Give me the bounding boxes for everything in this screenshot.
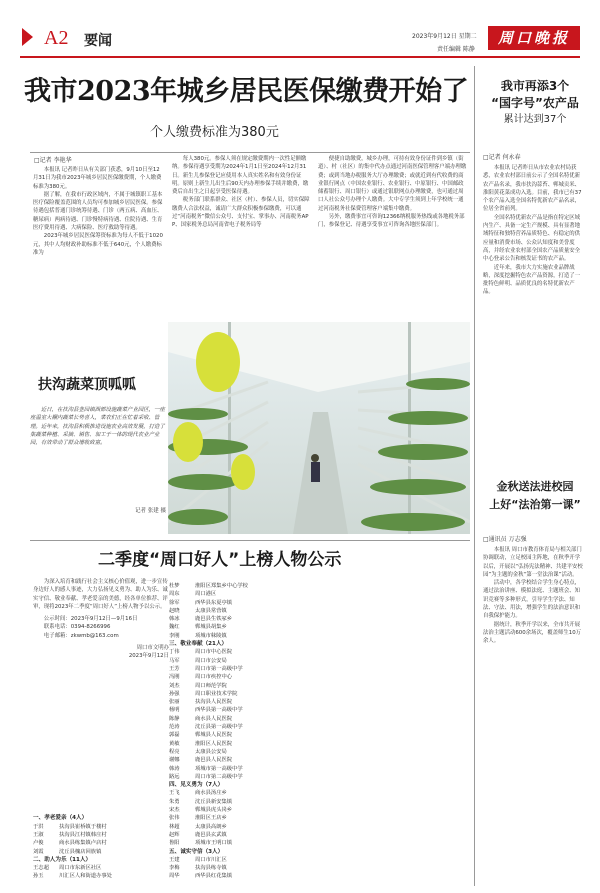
roster-name: 魏红 [169, 624, 180, 631]
roster-category: 五、诚实守信（3人） [169, 848, 224, 855]
section-name: 要闻 [84, 33, 112, 49]
roster-name: 周东 [169, 591, 180, 598]
lead-headline: 我市2023年城乡居民医保缴费开始了 [24, 76, 469, 107]
roster-category: 四、见义勇为（7人） [169, 782, 224, 789]
roster-name: 马军 [169, 657, 180, 664]
roster-name: 王淑 [33, 831, 44, 838]
roster-name: 韩冰 [169, 616, 180, 623]
roster-category: 一、孝老爱亲（4人） [33, 815, 88, 822]
roster-name: 谢娜 [169, 757, 180, 764]
law-byline: □通讯员 万志强 [483, 536, 527, 543]
roster-unit: 太康县高朗乡 [195, 823, 227, 830]
roster-name: 王飞 [169, 790, 180, 797]
roster-spacer [33, 657, 169, 665]
issue-date: 2023年9月12日 星期二 [412, 33, 477, 40]
roster-entry [169, 872, 319, 880]
roster-entry [33, 839, 169, 847]
roster-unit: 周口市疾控中心 [195, 674, 233, 681]
roster-spacer [33, 806, 169, 814]
roster-unit: 商水县练集镇卢店村 [59, 840, 107, 847]
roster-entry [169, 706, 319, 714]
roster-name: 杜梦 [169, 583, 180, 589]
roster-entry [169, 599, 319, 607]
roster-entry [169, 756, 319, 764]
roster-name: 范涛 [169, 724, 180, 731]
roster-spacer [33, 690, 169, 698]
roster-unit: 沈丘县第一高级中学 [195, 724, 243, 731]
roster-unit: 周口市中心医院 [195, 649, 233, 656]
roster-entry [169, 632, 319, 640]
roster-entry [169, 831, 319, 839]
roster-entry [169, 748, 319, 756]
roster-entry [169, 765, 319, 773]
roster-unit: 扶沟县人民医院 [195, 699, 233, 706]
roster-unit: 周口市公安局 [195, 657, 227, 664]
page-marker [22, 28, 40, 46]
roster-spacer [33, 789, 169, 797]
page-number: A2 [44, 27, 69, 49]
roster-name: 冯刚 [169, 674, 180, 681]
roster-spacer [33, 731, 169, 739]
page-header [0, 0, 600, 62]
roster-unit: 郸城县胡集乡 [195, 624, 227, 631]
roster-name: 赵辉 [169, 831, 180, 838]
roster-entry [169, 773, 319, 781]
roster-name: 丁伟 [169, 649, 180, 656]
paper-logo: 周口晚报 [488, 26, 580, 50]
roster-spacer [33, 665, 169, 673]
roster-name: 郭磊 [169, 732, 180, 739]
roster-name: 卢俊 [33, 840, 44, 847]
greenhouse-photo [168, 322, 470, 534]
good-rule [30, 540, 470, 541]
roster-spacer [33, 582, 169, 590]
roster-name: 孙玉 [33, 873, 44, 880]
roster-entry [169, 690, 319, 698]
roster-unit: 扶沟县崔桥镇于楼村 [59, 823, 107, 830]
roster-entry [33, 872, 169, 880]
roster-entry [169, 740, 319, 748]
roster-spacer [33, 748, 169, 756]
roster-spacer [33, 773, 169, 781]
roster-spacer [33, 698, 169, 706]
roster-spacer [33, 640, 169, 648]
roster-name: 路远 [169, 773, 180, 780]
roster-spacer [33, 615, 169, 623]
roster-name: 张伟 [169, 815, 180, 822]
roster-spacer [33, 715, 169, 723]
roster-entry [169, 623, 319, 631]
roster-entry [33, 848, 169, 856]
roster-unit: 周口职业技术学院 [195, 690, 238, 697]
good-notice: 为深入培育和践行社会主义核心价值观，进一步宣传身边好人的感人事迹，大力弘扬见义勇为、助人为乐、诚实守信、敬业奉献、孝老爱亲的美德，经各单位推荐、评审，现将2023年二季度“周口好人”上榜人物予以公示。 公示时间：2023年9月12日—9月16日 联系电话：0394-8266996 电子邮箱：zkwmb@163.com 周口市文明办 2023年9月12日 [33, 579, 169, 660]
roster-entry [169, 657, 319, 665]
page-editor: 责任编辑 陈静 [437, 46, 475, 53]
roster-name: 刘杰 [169, 682, 180, 689]
law-headline: 金秋送法进校园 上好“法治第一课” [489, 480, 581, 511]
roster-entry [169, 814, 319, 822]
roster-unit: 周口市东新区社区 [59, 865, 102, 872]
roster-name: 韩涛 [169, 765, 180, 772]
roster-unit: 郸城县人民医院 [195, 732, 233, 739]
roster-name: 李梅 [169, 865, 180, 872]
roster-name: 李刚 [169, 632, 180, 639]
roster-unit: 西华县红花集镇 [195, 873, 233, 880]
roster-entry [169, 864, 319, 872]
roster-name: 赵晓 [169, 607, 180, 614]
roster-unit: 扶沟县练寺镇 [195, 865, 227, 872]
roster-category: 三、敬业奉献（21人） [169, 641, 228, 648]
roster-unit: 川汇区人和街道办事处 [59, 873, 112, 880]
roster-entry [169, 648, 319, 656]
roster-entry [169, 673, 319, 681]
photo-caption-box [30, 374, 166, 532]
roster-entry [169, 839, 319, 847]
roster-unit: 郸城县虎头岗乡 [195, 807, 233, 814]
roster-unit: 项城市第一高级中学 [195, 765, 243, 772]
lead-byline: □记者 李艳华 [34, 157, 72, 164]
roster-name: 朱勇 [169, 798, 180, 805]
lead-column-3: 便捷自助缴费，城乡办理，可持有效身份证件到乡镇（街道）、村（社区）的集中代办点通过河南医保管理客户端办理缴费；或到当地办税服务大厅办理缴费；或就近到有代收费的商业银行网点（中国农业银行、农业银行、中原银行、中国邮政储蓄银行、周口银行）或通过银联网点办理缴费，也可通过周口人社公众号办理个人缴费。大中专学生须到上年学校统一通过河南税务社保费管理客户端集中缴费。 另外，缴费事宜可咨询12366纳税服务热线或各地税务部门，参保登记、待遇享受事宜可咨询各地医保部门。 [318, 156, 467, 229]
roster-name: 杨明 [169, 707, 180, 714]
sidebar-divider [474, 66, 475, 886]
roster-name: 徐军 [169, 599, 180, 606]
roster-entry [169, 806, 319, 814]
roster-name: 张丽 [169, 699, 180, 706]
roster-spacer [33, 599, 169, 607]
roster-spacer [33, 765, 169, 773]
roster-unit: 项城市秣陵镇 [195, 632, 227, 639]
good-headline: 二季度“周口好人”上榜人物公示 [98, 550, 342, 570]
roster-name: 程亮 [169, 748, 180, 755]
sidebar-byline: □记者 何永春 [483, 154, 521, 161]
section-arrow-icon [22, 28, 40, 46]
caption-title: 扶沟蔬菜顶呱呱 [38, 377, 136, 393]
roster-category: 二、助人为乐（11人） [33, 856, 92, 863]
roster-entry [169, 798, 319, 806]
law-body: 本报讯 周口市教育体育局与相关部门协调联动，立足校园主阵地，在秋季开学以后，开展以“弘扬宪法精神、共建平安校园”为主题的金秋“第一堂法治课”活动。 活动中，各学校结合学生身心特点，通过法治讲座、模拟法庭、主题班会、知识竞赛等多种形式，引导学生学法、知法、守法、用法，增强学生的法治意识和自我保护能力。 据统计，秋季开学以来，全市共开展法治主题活动600余场次，覆盖师生10万余人。 [483, 547, 583, 645]
roster-spacer [33, 781, 169, 789]
roster-name: 于洪 [33, 823, 44, 830]
roster-name: 刘霞 [33, 848, 44, 855]
roster-spacer [33, 623, 169, 631]
roster-unit: 鹿邑县人民医院 [195, 757, 233, 764]
roster-unit: 沈丘县槐店回族镇 [59, 848, 102, 855]
roster-unit: 鹿邑县生铁冢乡 [195, 616, 233, 623]
roster-unit: 西华县第一高级中学 [195, 707, 243, 714]
roster-entry [169, 823, 319, 831]
roster-unit: 太康县常营镇 [195, 607, 227, 614]
roster-spacer [33, 740, 169, 748]
roster-name: 孙强 [169, 690, 180, 697]
greenhouse-image [168, 322, 470, 534]
roster-spacer [33, 682, 169, 690]
roster-unit: 淮阳区人民医院 [195, 740, 233, 747]
roster-unit: 商水县人民医院 [195, 715, 233, 722]
roster-entry [169, 731, 319, 739]
roster-entry [169, 856, 319, 864]
caption-text: 近日，在扶沟县韭园镇西部设施蔬菜产业园区，一座座温室大棚内蔬菜长势喜人，菜农们正在忙着采收、管理。近年来，扶沟县积极推进设施农业高效发展，打造了集蔬菜种植、采摘、销售、加工于一体的现代农业产业园，有效带动了群众增收致富。 [30, 407, 165, 447]
roster-unit: 太康县公安局 [195, 748, 227, 755]
roster-unit: 项城市王明口镇 [195, 840, 233, 847]
roster-unit: 周口师范学院 [195, 682, 227, 689]
roster-entry [33, 823, 169, 831]
roster-spacer [33, 756, 169, 764]
roster-name: 宋杰 [169, 807, 180, 814]
good-roster [33, 582, 471, 887]
roster-name: 林超 [169, 823, 180, 830]
roster-entry [169, 682, 319, 690]
roster-name: 王芳 [169, 665, 180, 672]
roster-entry [33, 831, 169, 839]
lead-column-1: 本报讯 记者昨日从有关部门获悉，9月10日至12月31日为我市2023年城乡居民医保缴费期，个人缴费标准为380元。 据了解，在我市行政区域内，不属于城镇职工基本医疗保险覆盖范围的人员均可参加城乡居民医保。参保待遇包括普通门诊统筹待遇、门诊（两五病、高血压、糖尿病）两病待遇、门诊慢特病待遇、住院待遇、生育医疗费用待遇、大病保险、医疗救助等待遇。 2023年城乡居民医保筹资标准为每人不低于1020元，其中人均财政补助标准不低于640元，个人缴费标准为 [33, 167, 163, 256]
roster-unit: 周口港区 [195, 591, 217, 598]
roster-spacer [33, 590, 169, 598]
sidebar-headline: 我市再添3个 “国字号”农产品 累计达到37个 [491, 79, 579, 125]
roster-entry [169, 715, 319, 723]
lead-column-2: 每人380元。参保人须在规定缴费期内一次性足额缴纳。参保待遇享受期为2024年1月1日至2024年12月31日。新生儿参保登记应使用本人真实姓名和有效身份证明。原则上新生儿出生后90天内办理参保手续并缴费，缴费后自出生之日起享受医保待遇。 税务部门联系群众、社区（村）、参保人员，切实保障缴费人合法权益，诚请广大群众积极参保缴费，可以通过“河南税务”微信公众号、支付宝、掌事办、河南税务APP、国家税务总局河南省电子税务局等 [172, 156, 310, 229]
roster-spacer [33, 607, 169, 615]
roster-unit: 淮阳区王店乡 [195, 815, 227, 822]
roster-name: 王志超 [33, 865, 49, 872]
roster-unit: 淮阳区郑集乡中心学校 [195, 583, 248, 589]
roster-name: 陈静 [169, 715, 180, 722]
roster-unit: 沈丘县新安集镇 [195, 798, 233, 805]
roster-spacer [33, 706, 169, 714]
roster-name: 王建 [169, 856, 180, 863]
roster-entry [169, 789, 319, 797]
roster-unit: 西华县东夏亭镇 [195, 599, 233, 606]
roster-entry [169, 723, 319, 731]
roster-entry [169, 582, 319, 590]
roster-name: 黄敏 [169, 740, 180, 747]
roster-entry [169, 615, 319, 623]
roster-spacer [33, 673, 169, 681]
roster-spacer [33, 648, 169, 656]
lead-subhead: 个人缴费标准为380元 [150, 125, 279, 140]
roster-spacer [33, 632, 169, 640]
roster-unit: 周口市第一高级中学 [195, 665, 243, 672]
roster-entry [169, 590, 319, 598]
roster-entry [33, 864, 169, 872]
photo-credit: 记者 张建 摄 [135, 508, 166, 514]
roster-spacer [33, 798, 169, 806]
roster-unit: 扶沟县江村镇韩庄村 [59, 831, 107, 838]
roster-name: 周华 [169, 873, 180, 880]
roster-unit: 商水县汤庄乡 [195, 790, 227, 797]
header-rule [20, 56, 580, 58]
roster-entry [169, 665, 319, 673]
roster-unit: 鹿邑县玄武镇 [195, 831, 227, 838]
sidebar-body: 本报讯 记者昨日从市农业农村局获悉，农业农村部日前公示了全国名特优新农产品名录，我市扶沟蒜苔、郸城贡米、淮阳黄花菜成功入选。目前，我市已有37个农产品入选全国名特优新农产品名录，位居全省前列。 全国名特优新农产品是指在特定区域内生产、具备一定生产规模、具有显著地域特征和独特营养品质特色、有稳定的供应量和消费市场、公众认知度和美誉度高，并经农业农村部全国农产品质量安全中心登录公告和核发证书的农产品。 近年来，我市大力实施农业品牌战略，深度挖掘特色农产品资源，打造了一批特色鲜明、品质优良的名特优新农产品。 [483, 165, 582, 296]
roster-spacer [33, 723, 169, 731]
roster-unit: 周口市川汇区 [195, 856, 227, 863]
roster-entry [169, 607, 319, 615]
lead-rule [30, 152, 470, 153]
roster-unit: 周口市第二高级中学 [195, 773, 243, 780]
roster-name: 鲁阳 [169, 840, 180, 847]
roster-entry [169, 698, 319, 706]
